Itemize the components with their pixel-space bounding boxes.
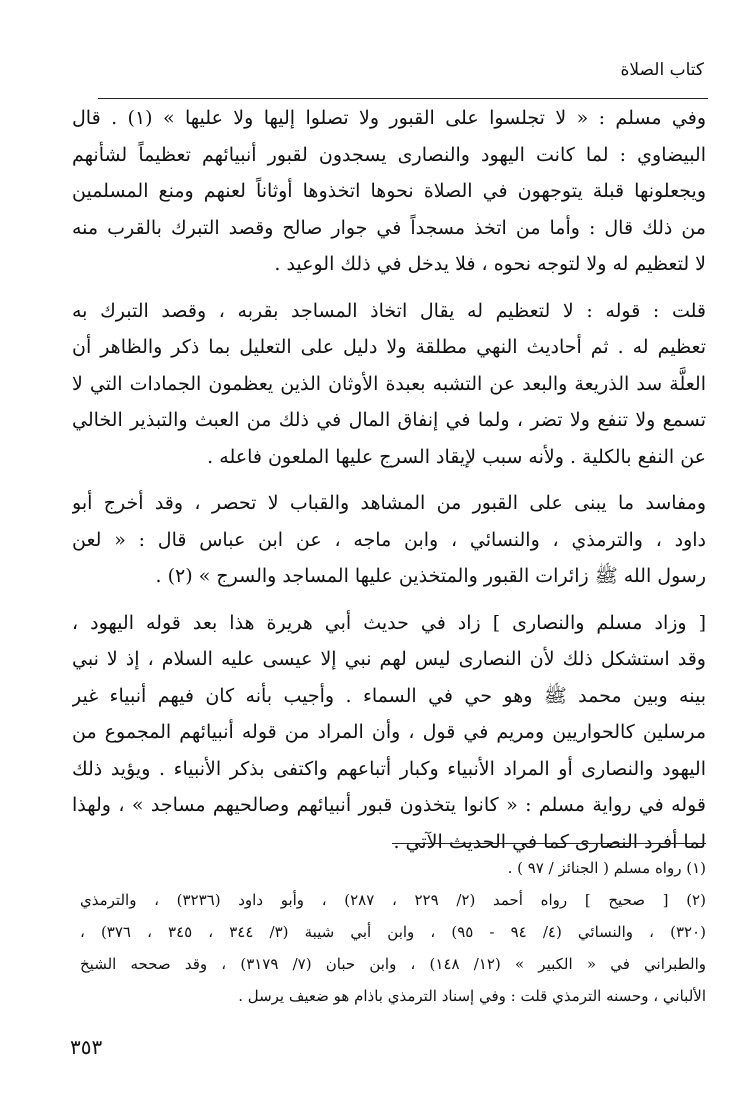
text-line: رسول الله ﷺ زائرات القبور والمتخذين عليها المساجد والسرج » (٢) . (155, 565, 706, 587)
text-line: ومفاسد ما يبنى على القبور من المشاهد والقباب لا تحصر ، وقد أخرج أبو (72, 492, 706, 514)
footnote-line: والطبراني في « الكبير » (١٢/ ١٤٨) ، وابن حبان (٧/ ٣١٧٩) ، وقد صححه الشيخ (80, 955, 706, 973)
page-number: ٣٥٣ (70, 1035, 103, 1059)
text-line: وقد استشكل ذلك لأن النصارى ليس لهم نبي إلا عيسى عليه السلام ، إذ لا نبي (72, 648, 706, 670)
text-line: لا لتعظيم له ولا لتوجه نحوه ، فلا يدخل في ذلك الوعيد . (274, 253, 706, 275)
footnote-line: (٢) [ صحيح ] رواه أحمد (٢/ ٢٢٩ ، ٢٨٧) ، وأبو داود (٣٢٣٦) ، والترمذي (80, 891, 706, 909)
text-line: لما أفرد النصارى كما في الحديث الآتي . (393, 830, 706, 853)
paragraph-gap (72, 283, 706, 293)
text-line: قوله في رواية مسلم : « كانوا يتخذون قبور أنبيائهم وصالحيهم مساجد » ، ولهذا (72, 794, 706, 816)
footnote-1 (80, 852, 706, 884)
text-line: وفي مسلم : « لا تجلسوا على القبور ولا تصلوا إليها ولا عليها » (١) . قال (72, 107, 706, 129)
text-line: من ذلك قال : وأما من اتخذ مسجداً في جوار صالح وقصد التبرك بالقرب منه (72, 216, 706, 239)
footnote-line: الألباني ، وحسنه الترمذي قلت : وفي إسناد الترمذي باذام هو ضعيف يرسل . (238, 987, 706, 1005)
text-line: ويجعلونها قبلة يتوجهون في الصلاة نحوها اتخذوها أوثاناً لعنهم ومنع المسلمين (72, 180, 706, 202)
text-line: البيضاوي : لما كانت اليهود والنصارى يسجدون لقبور أنبيائهم تعظيماً لشأنهم (72, 143, 706, 166)
header-rule (98, 98, 708, 99)
footnote-line: (١) رواه مسلم ( الجنائز / ٩٧ ) . (507, 859, 706, 877)
paragraph-1 (72, 100, 706, 283)
text-line: داود ، والترمذي ، والنسائي ، وابن ماجه ، عن ابن عباس قال : « لعن (72, 528, 706, 551)
text-line: [ وزاد مسلم والنصارى ] زاد في حديث أبي هريرة هذا بعد قوله اليهود ، (72, 611, 706, 634)
text-line: اليهود والنصارى أو المراد الأنبياء وكبار أتباعهم واكتفى بذكر الأنبياء . ويؤيد ذلك (72, 757, 706, 780)
paragraph-4 (72, 605, 706, 861)
text-line: تسمع ولا تنفع ولا تضر ، ولما في إنفاق المال في ذلك من العبث والتبذير الخالي (72, 409, 706, 431)
running-header: كتاب الصلاة (620, 60, 704, 80)
paragraph-3 (72, 485, 706, 595)
text-line: مرسلين كالحواريين ومريم في قول ، وأن المراد من قوله أنبيائهم المجموع من (72, 721, 706, 743)
footnote-2 (80, 884, 706, 1012)
footnote-line: (٣٢٠) ، والنسائي (٤/ ٩٤ - ٩٥) ، وابن أبي شيبة (٣/ ٣٤٤ ، ٣٤٥ ، ٣٧٦) ، (80, 923, 706, 941)
text-line: عن النفع بالكلية . ولأنه سبب لإيقاد السرج عليها الملعون فاعله . (207, 445, 706, 468)
text-line: بينه وبين محمد ﷺ وهو حي في السماء . وأجيب بأنه كان فيهم أنبياء غير (72, 684, 706, 707)
paragraph-2 (72, 293, 706, 476)
paragraph-gap (72, 475, 706, 485)
text-line: قلت : قوله : لا لتعظيم له يقال اتخاذ المساجد بقربه ، وقصد التبرك به (72, 299, 706, 322)
text-line: العلَّة سد الذريعة والبعد عن التشبه بعبدة الأوثان الذين يعظمون الجمادات التي لا (72, 372, 706, 395)
main-text (72, 100, 706, 860)
text-line: تعظيم له . ثم أحاديث النهي مطلقة ولا دليل على التعليل بما ذكر والظاهر أن (72, 336, 706, 358)
paragraph-gap (72, 595, 706, 605)
footnotes (80, 852, 706, 1012)
footnote-rule (392, 843, 706, 844)
